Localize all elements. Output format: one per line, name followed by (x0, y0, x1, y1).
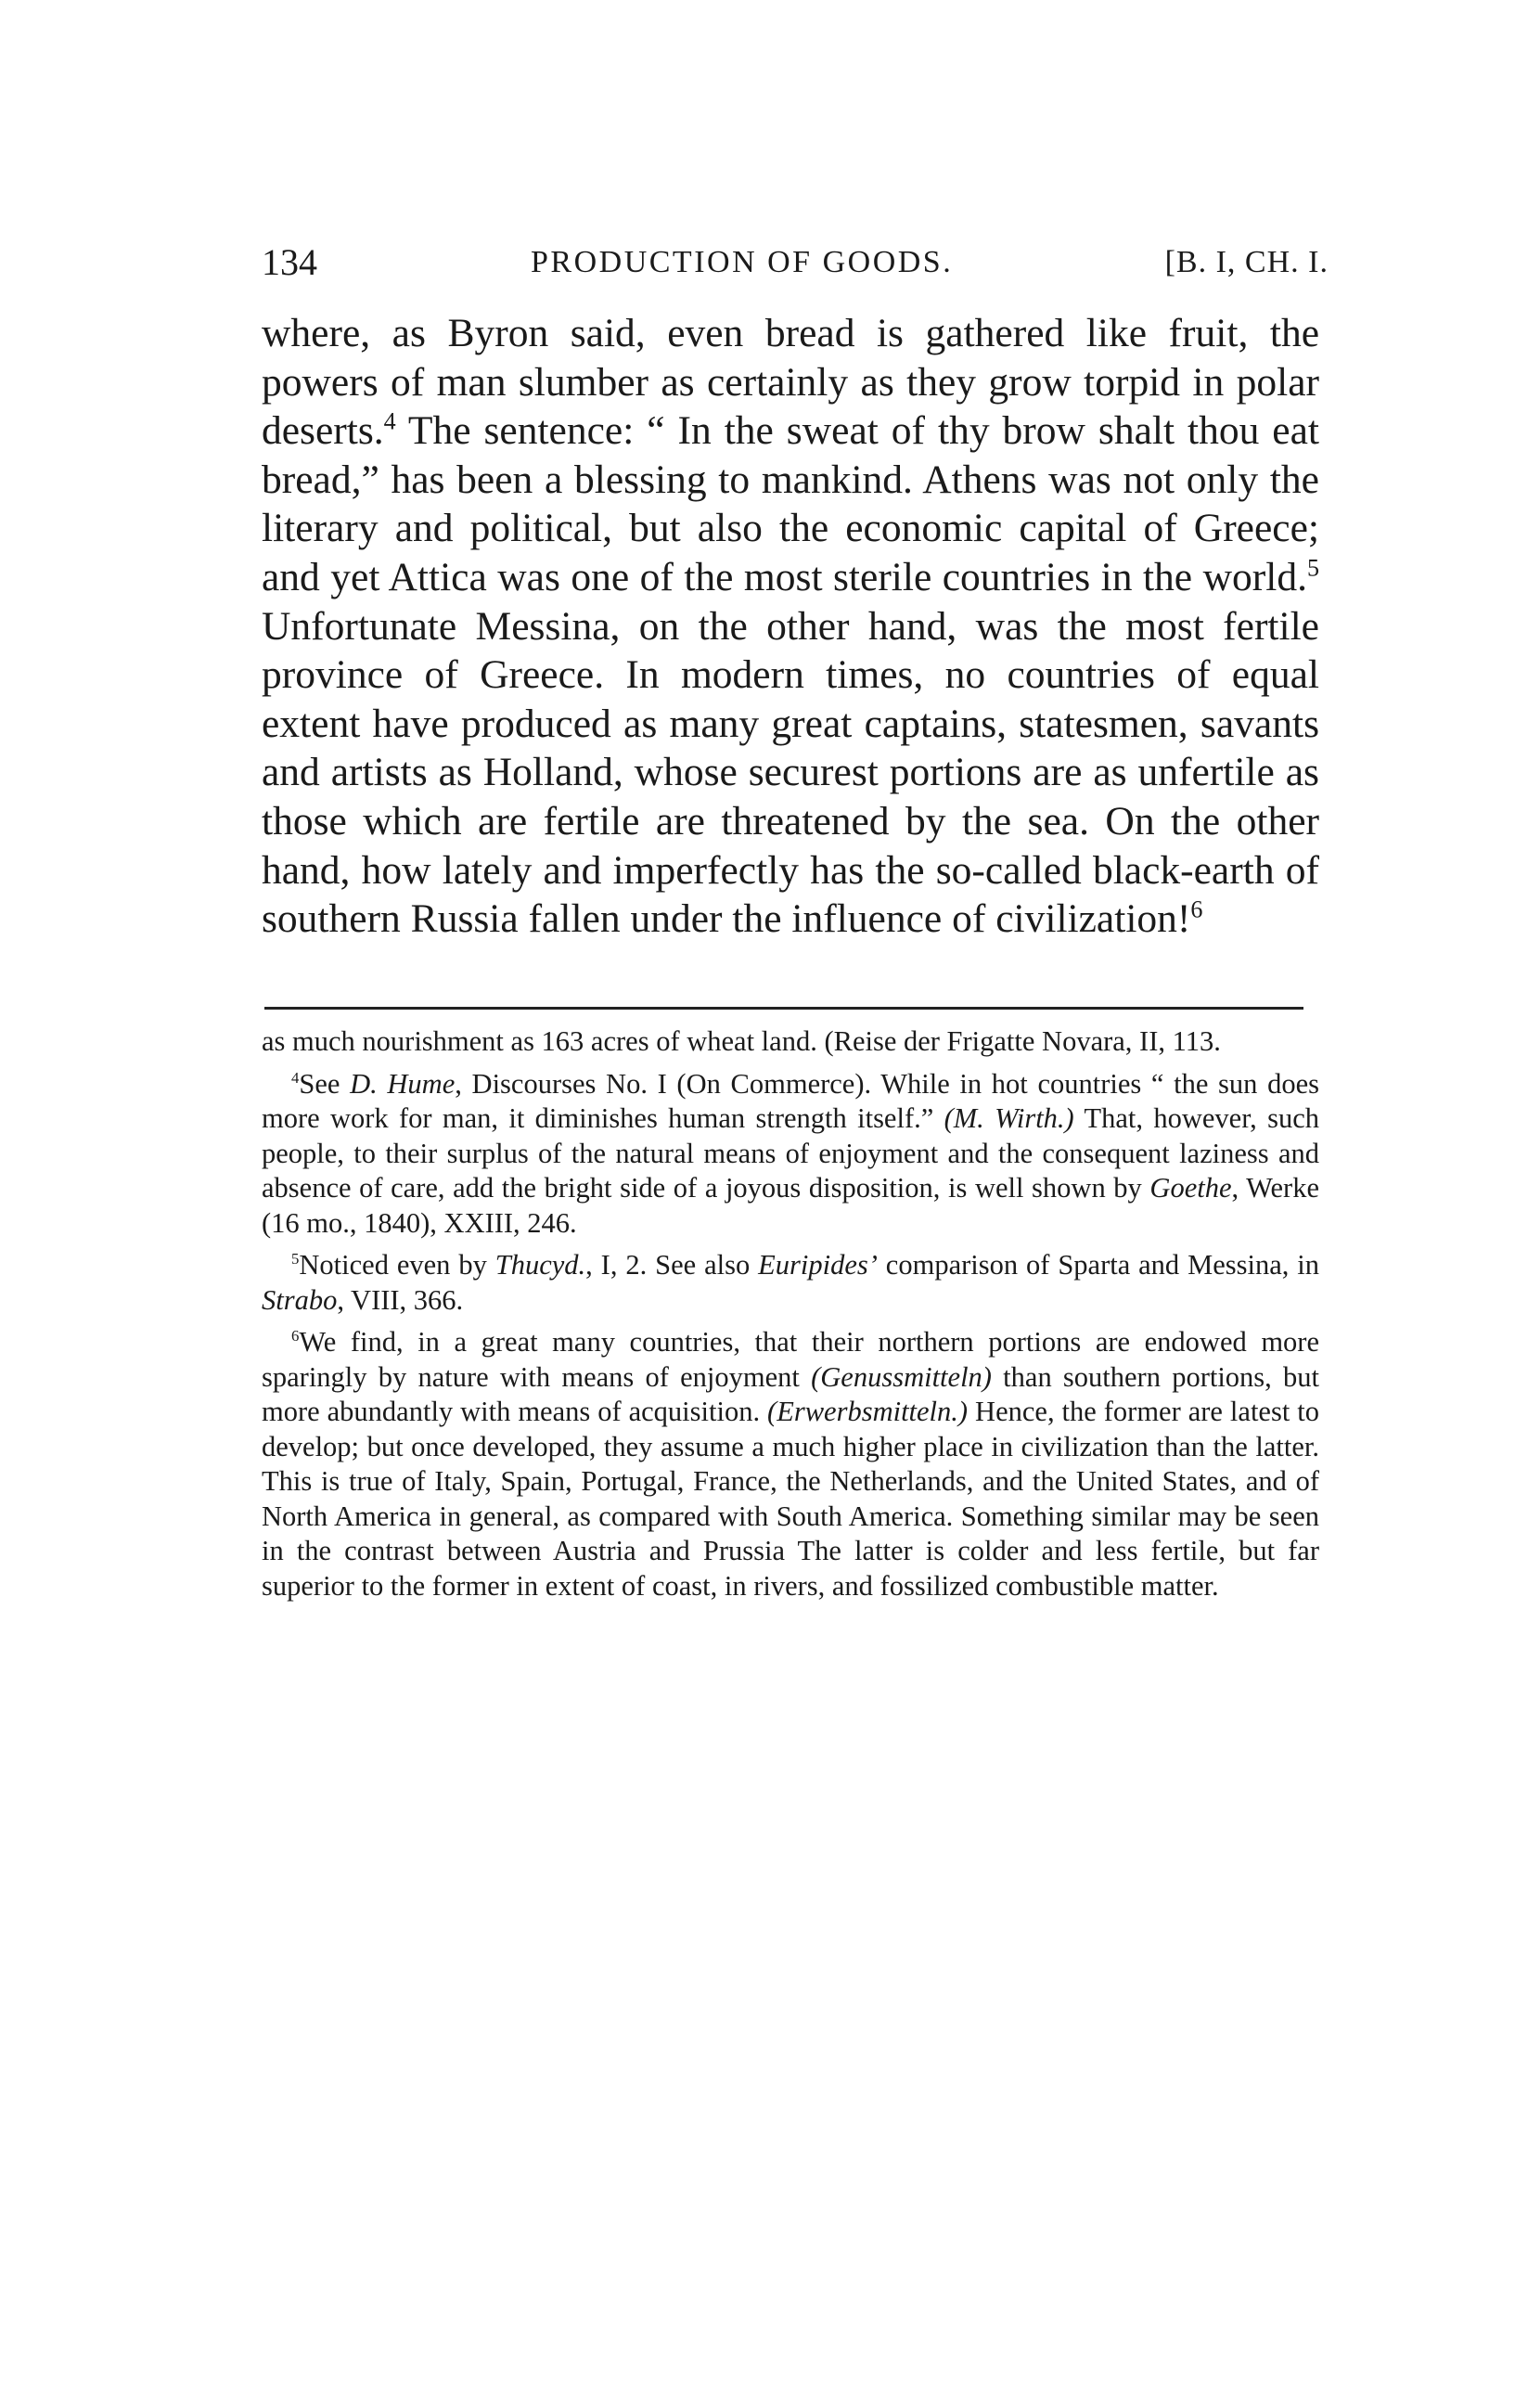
footnote-4-text-a: See (299, 1067, 351, 1100)
footnote-4-text-b: , Discourses No. I (On Commerce). While in hot countries “ the sun does more work for man, it diminishes human strength itself.” (262, 1067, 1319, 1134)
footnote-continuation: as much nourishment as 163 acres of wheat land. (Reise der Frigatte Novara, II, 113. (262, 1025, 1221, 1057)
footnote-5-citation-strabo: Strabo (262, 1283, 338, 1316)
footnote-6-text-a: We find, in a great many countries, that their northern portions are endowed more sparingly by nature with means of enjoyment (262, 1326, 1319, 1393)
footnotes (262, 1024, 1319, 1611)
footnote-6 (262, 1325, 1319, 1603)
footnote-5-text-c: comparison of Sparta and Messina, in (877, 1249, 1320, 1281)
footnote-6-text-c: Hence, the former are latest to develop; but once developed, they assume a much higher place in civilization than the latter. This is true of Italy, Spain, Portugal, France, the Netherlands, and the United States, and of North America in general, as compared with South America. Something similar may be seen in the contrast between Austria and Prussia The latter is colder and less fertile, but far superior to the former in extent of coast, in rivers, and fossilized combustible matter. (262, 1396, 1319, 1602)
running-header (262, 239, 1329, 286)
footnote-4-citation-goethe: Goethe (1149, 1172, 1232, 1204)
footnote-5-citation-thucyd: Thucyd. (494, 1249, 586, 1281)
footnote-4-text-c: That, however, such people, to their surplus of the natural means of enjoyment and the consequent laziness and absence of care, add the bright side of a joyous disposition, is well shown by (262, 1102, 1320, 1204)
footnote-ref-5: 5 (1306, 554, 1319, 582)
footnote-5-text-d: , VIII, 366. (337, 1283, 464, 1316)
footnote-5-text-a: Noticed even by (299, 1249, 495, 1281)
footnote-6-text-b: than southern portions, but more abundantly with means of acquisition. (262, 1360, 1319, 1427)
section-reference: [B. I, CH. I. (1164, 245, 1329, 279)
footnote-6-mark: 6 (291, 1326, 300, 1345)
running-title: PRODUCTION OF GOODS. (531, 245, 954, 279)
body-text (262, 309, 1319, 944)
footnote-divider (264, 1007, 1303, 1010)
footnote-ref-4: 4 (383, 407, 396, 435)
body-text-1: where, as Byron said, even bread is gathered like fruit, the powers of man slumber as certainly as they grow torpid in polar deserts. (262, 311, 1319, 454)
body-text-3: Unfortunate Messina, on the other hand, was the most fertile province of Greece. In modern times, no countries of equal extent have produced as many great captains, statesmen, savants and artists as Holland, whose securest portions are as unfertile as those which are fertile are threatened by the sea. On the other hand, how lately and imperfectly has the so-called black-earth of southern Russia fallen under the influence of civilization! (262, 603, 1319, 942)
footnote-5-citation-euripides: Euripides’ (758, 1249, 878, 1281)
footnote-5-mark: 5 (291, 1249, 300, 1268)
body-paragraph (262, 309, 1319, 944)
footnote-4-citation-wirth: (M. Wirth.) (944, 1102, 1074, 1134)
footnote-4 (262, 1067, 1319, 1242)
footnote-4-mark: 4 (291, 1068, 300, 1087)
page-number: 134 (262, 241, 317, 283)
footnote-4-citation-hume: D. Hume (350, 1067, 456, 1100)
footnote-6-term-genussmitteln: (Genussmitteln) (811, 1360, 992, 1393)
footnote-5 (262, 1248, 1319, 1318)
footnote-4-text-d: , Werke (16 mo., 1840), XXIII, 246. (262, 1172, 1320, 1239)
footnote-5-text-b: , I, 2. See also (585, 1249, 759, 1281)
footnote-ref-6: 6 (1190, 895, 1203, 923)
body-text-2: The sentence: “ In the sweat of thy brow shalt thou eat bread,” has been a blessing to mankind. Athens was not only the literary and political, but also the economic capital of Greece; and yet Attica was one of the most sterile countries in the world. (262, 408, 1319, 599)
footnote-6-term-erwerbsmitteln: (Erwerbsmitteln.) (767, 1396, 969, 1427)
